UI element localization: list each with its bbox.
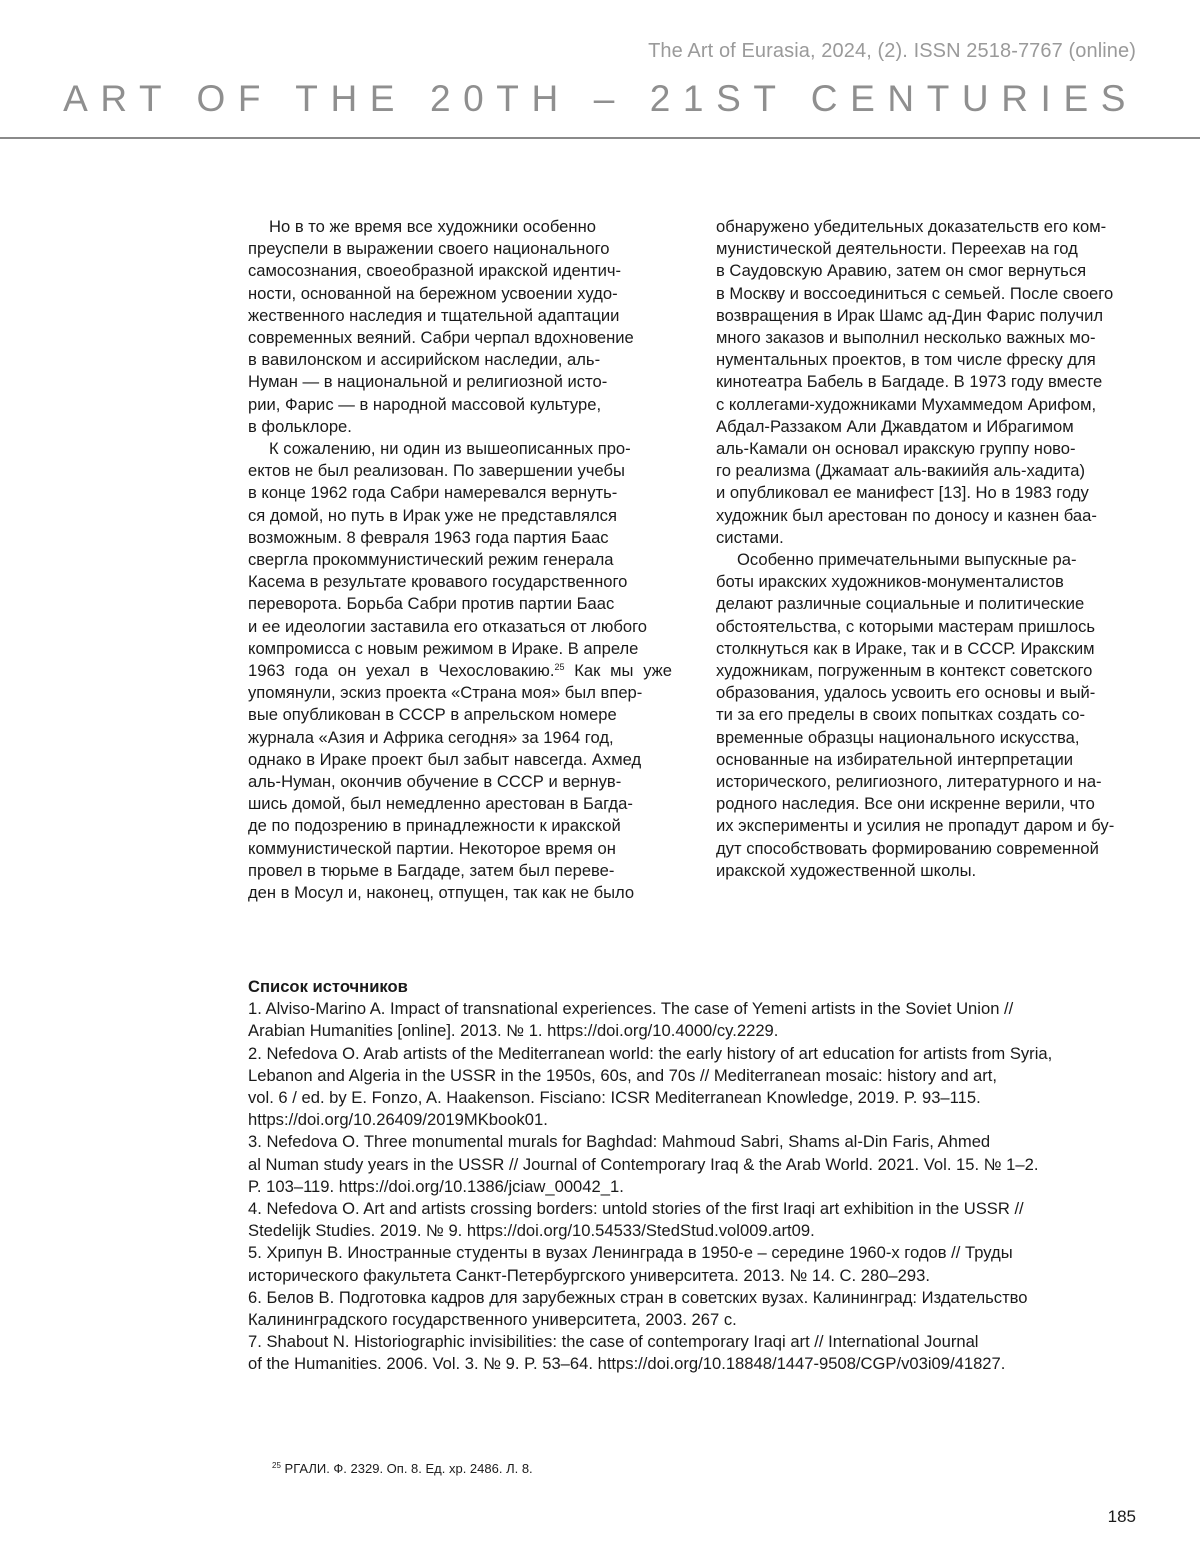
text-line: систами.: [716, 527, 784, 547]
reference-line: Калининградского государственного университета, 2003. 267 с.: [248, 1310, 737, 1330]
text-line: обстоятельства, с которыми мастерам пришлось: [716, 616, 1096, 636]
reference-line: 7. Shabout N. Historiographic invisibilities: the case of contemporary Iraqi art // International Journal: [248, 1332, 979, 1352]
text-line: свергла прокоммунистический режим генерала: [248, 550, 614, 570]
reference-line: vol. 6 / ed. by E. Fonzo, A. Haakenson. Fisciano: ICSR Mediterranean Knowledge, 2019. P. 93–115.: [248, 1088, 981, 1108]
reference-line: Stedelijk Studies. 2019. № 9. https://doi.org/10.54533/StedStud.vol009.art09.: [248, 1221, 815, 1241]
text-line: жественного наследия и тщательной адаптации: [248, 305, 620, 325]
text-line: в конце 1962 года Сабри намеревался вернуть-: [248, 483, 618, 503]
text-line: однако в Ираке проект был забыт навсегда. Ахмед: [248, 749, 642, 769]
text-line: в вавилонском и ассирийском наследии, аль-: [248, 350, 601, 370]
text-line: ся домой, но путь в Ирак уже не представлялся: [248, 505, 617, 525]
text-line: в фольклоре.: [248, 416, 352, 436]
text-line: Особенно примечательными выпускные ра-: [737, 550, 1077, 570]
page-number: 185: [1107, 1507, 1136, 1526]
text-line: ектов не был реализован. По завершении учебы: [248, 461, 625, 481]
text-line: ности, основанной на бережном усвоении худо-: [248, 283, 618, 303]
right-column: [716, 216, 1140, 882]
text-line: столкнуться как в Ираке, так и в СССР. Иракским: [716, 638, 1095, 658]
reference-line: исторического факультета Санкт-Петербургского университета. 2013. № 14. С. 280–293.: [248, 1265, 930, 1285]
text-line: боты иракских художников-монументалистов: [716, 572, 1064, 592]
text-line: самосознания, своеобразной иракской идентич-: [248, 261, 622, 281]
left-paragraph-2-part-b: [248, 683, 642, 902]
text-line: преуспели в выражении своего национального: [248, 239, 610, 259]
left-column: [248, 216, 672, 904]
text-line: де по подозрению в принадлежности к иракской: [248, 816, 621, 836]
text-line: К сожалению, ни один из вышеописанных про-: [269, 439, 631, 459]
text-line: мунистической деятельности. Переехав на год: [716, 239, 1078, 259]
references-section: [248, 976, 1148, 1376]
left-paragraph-1: [248, 216, 672, 438]
footnote-text: РГАЛИ. Ф. 2329. Оп. 8. Ед. хр. 2486. Л. 8.: [280, 1461, 533, 1476]
text-line: упомянули, эскиз проекта «Страна моя» был впер-: [248, 683, 643, 703]
footnote: [272, 1461, 533, 1476]
section-title: ART OF THE 20TH – 21ST CENTURIES: [63, 78, 1138, 119]
text-line: аль-Камали он основал иракскую группу ново-: [716, 439, 1076, 459]
text-line: журнала «Азия и Африка сегодня» за 1964 год,: [248, 727, 614, 747]
text-line: их эксперименты и усилия не пропадут даром и бу-: [716, 816, 1115, 836]
text-line: возможным. 8 февраля 1963 года партия Баас: [248, 527, 609, 547]
text-line: переворота. Борьба Сабри против партии Баас: [248, 594, 615, 614]
text-line: современных веяний. Сабри черпал вдохновение: [248, 328, 634, 348]
text-line: художник был арестован по доносу и казнен баа-: [716, 505, 1097, 525]
footnote-number: 25: [272, 1461, 281, 1470]
text-line: обнаружено убедительных доказательств его ком-: [716, 217, 1107, 236]
text-line: и опубликовал ее манифест [13]. Но в 1983 году: [716, 483, 1089, 503]
reference-line: P. 103–119. https://doi.org/10.1386/jciaw_00042_1.: [248, 1176, 624, 1196]
text-line: делают различные социальные и политические: [716, 594, 1085, 614]
text-line: компромисса с новым режимом в Ираке. В апреле: [248, 638, 639, 658]
text-line: иракской художественной школы.: [716, 860, 977, 880]
text-line: ден в Мосул и, наконец, отпущен, так как не было: [248, 883, 635, 903]
text-line: в Саудовскую Аравию, затем он смог вернуться: [716, 261, 1087, 281]
references-list: [248, 998, 1148, 1375]
reference-line: of the Humanities. 2006. Vol. 3. № 9. P. 53–64. https://doi.org/10.18848/1447-9508/CGP/v03i09/41827.: [248, 1354, 1006, 1374]
reference-line: 5. Хрипун В. Иностранные студенты в вузах Ленинграда в 1950-е – середине 1960-х годов // Труды: [248, 1243, 1013, 1263]
right-paragraph-1: [716, 216, 1140, 549]
right-paragraph-2: [716, 549, 1140, 882]
text-line: художникам, погруженным в контекст советского: [716, 661, 1093, 681]
text-line: нументальных проектов, в том числе фреску для: [716, 350, 1096, 370]
text-line: аль-Нуман, окончив обучение в СССР и вернув-: [248, 772, 622, 792]
text-line: возвращения в Ирак Шамс ад-Дин Фарис получил: [716, 305, 1104, 325]
reference-line: 4. Nefedova O. Art and artists crossing borders: untold stories of the first Iraqi art exhibition in the USSR //: [248, 1199, 1024, 1219]
text-line: много заказов и выполнил несколько важных мо-: [716, 328, 1096, 348]
left-paragraph-2: [248, 438, 672, 904]
text-line: вые опубликован в СССР в апрельском номере: [248, 705, 617, 725]
text-line: временные образцы национального искусства,: [716, 727, 1080, 747]
text-line: образования, удалось усвоить его основы и вый-: [716, 683, 1096, 703]
text-line: Абдал-Раззаком Али Джавдатом и Ибрагимом: [716, 416, 1074, 436]
text-line: с коллегами-художниками Мухаммедом Арифом,: [716, 394, 1097, 414]
text-line: Но в то же время все художники особенно: [269, 217, 596, 236]
reference-line: al Numan study years in the USSR // Journal of Contemporary Iraq & the Arab World. 2021. Vol. 15. № 1–2.: [248, 1154, 1039, 1174]
reference-line: Lebanon and Algeria in the USSR in the 1950s, 60s, and 70s // Mediterranean mosaic: history and art,: [248, 1065, 998, 1085]
reference-line: Arabian Humanities [online]. 2013. № 1. https://doi.org/10.4000/cy.2229.: [248, 1021, 779, 1041]
text-line: Нуман — в национальной и религиозной исто-: [248, 372, 608, 392]
journal-line: The Art of Eurasia, 2024, (2). ISSN 2518-7767 (online): [648, 40, 1136, 62]
text-line: Касема в результате кровавого государственного: [248, 572, 628, 592]
reference-line: 1. Alviso-Marino A. Impact of transnational experiences. The case of Yemeni artists in the Soviet Union //: [248, 999, 1014, 1019]
text-line: коммунистической партии. Некоторое время он: [248, 838, 616, 858]
references-title: Список источников: [248, 977, 408, 996]
left-paragraph-2-fn-before: 1963 года он уехал в Чехословакию.: [248, 661, 555, 681]
text-line: родного наследия. Все они искренне верили, что: [716, 794, 1095, 814]
footnote-mark: 25: [554, 662, 565, 673]
text-line: исторического, религиозного, литературного и на-: [716, 772, 1102, 792]
text-line: в Москву и воссоединиться с семьей. После своего: [716, 283, 1114, 303]
text-line: кинотеатра Бабель в Багдаде. В 1973 году вместе: [716, 372, 1103, 392]
text-line: основанные на избирательной интерпретации: [716, 749, 1073, 769]
header-rule: [0, 137, 1200, 139]
text-line: и ее идеологии заставила его отказаться от любого: [248, 616, 648, 636]
text-line: го реализма (Джамаат аль-вакиийя аль-хадита): [716, 461, 1085, 481]
text-line: провел в тюрьме в Багдаде, затем был переве-: [248, 860, 615, 880]
text-line: ти за его пределы в своих попытках создать со-: [716, 705, 1085, 725]
reference-line: https://doi.org/10.26409/2019MKbook01.: [248, 1110, 548, 1130]
reference-line: 3. Nefedova O. Three monumental murals for Baghdad: Mahmoud Sabri, Shams al-Din Faris, Ahmed: [248, 1132, 991, 1152]
text-line: рии, Фарис — в народной массовой культуре,: [248, 394, 602, 414]
text-line: шись домой, был немедленно арестован в Багда-: [248, 794, 633, 814]
left-paragraph-2-part-a: [248, 439, 647, 658]
reference-line: 6. Белов В. Подготовка кадров для зарубежных стран в советских вузах. Калининград: Издательство: [248, 1287, 1028, 1307]
text-line: дут способствовать формированию современной: [716, 838, 1099, 858]
reference-line: 2. Nefedova O. Arab artists of the Mediterranean world: the early history of art education for artists from Syria,: [248, 1043, 1053, 1063]
left-paragraph-2-fn-after: Как мы уже: [564, 661, 673, 681]
